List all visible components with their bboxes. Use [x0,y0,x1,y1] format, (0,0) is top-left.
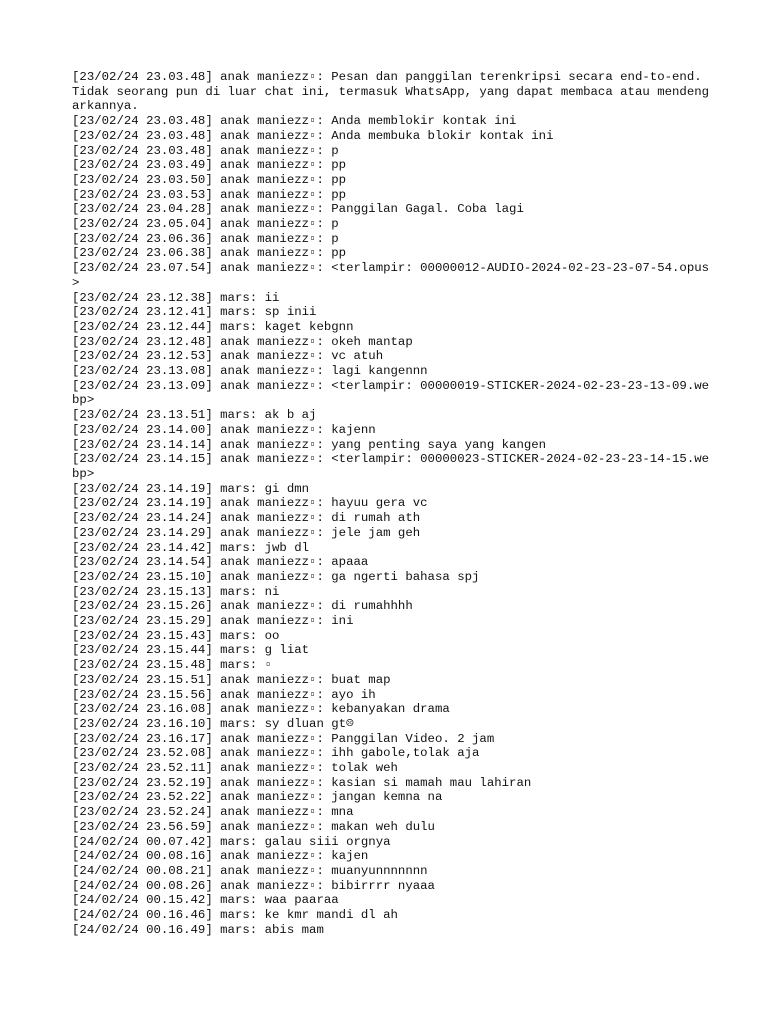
chat-line: [23/02/24 23.14.14] anak maniezz▫: yang penting saya yang kangen [72,437,547,452]
chat-line: [23/02/24 23.16.08] anak maniezz▫: kebanyakan drama [72,702,450,717]
chat-line: [23/02/24 23.15.29] anak maniezz▫: ini [72,614,354,629]
chat-line: [23/02/24 23.15.44] mars: g liat [72,643,310,658]
chat-line: [23/02/24 23.03.50] anak maniezz▫: pp [72,172,347,187]
chat-line: [23/02/24 23.14.29] anak maniezz▫: jele jam geh [72,525,421,540]
chat-line: [23/02/24 23.12.38] mars: ii [72,290,280,305]
chat-line: [23/02/24 23.03.48] anak maniezz▫: Anda memblokir kontak ini [72,114,517,129]
chat-line: [23/02/24 23.03.53] anak maniezz▫: pp [72,187,347,202]
chat-line: [24/02/24 00.07.42] mars: galau siii orgnya [72,834,391,849]
chat-line: [23/02/24 23.04.28] anak maniezz▫: Panggilan Gagal. Coba lagi [72,202,524,217]
chat-line: [23/02/24 23.16.10] mars: sy dluan gt☹ [72,716,354,731]
chat-line: [24/02/24 00.08.21] anak maniezz▫: muanyunnnnnnn [72,863,428,878]
chat-line: [23/02/24 23.13.51] mars: ak b aj [72,408,317,423]
chat-line: [23/02/24 23.03.48] anak maniezz▫: Anda membuka blokir kontak ini [72,128,554,143]
chat-export-text [72,70,712,937]
chat-line: [24/02/24 00.15.42] mars: waa paaraa [72,893,339,908]
chat-line: [23/02/24 23.13.08] anak maniezz▫: lagi kangennn [72,364,428,379]
chat-line: [23/02/24 23.15.10] anak maniezz▫: ga ngerti bahasa spj [72,569,480,584]
chat-line: [23/02/24 23.13.09] anak maniezz▫: <terlampir: 00000019-STICKER-2024-02-23-23-13-09.webp> [72,378,710,408]
chat-line: [23/02/24 23.06.38] anak maniezz▫: pp [72,246,347,261]
chat-line: [23/02/24 23.12.53] anak maniezz▫: vc atuh [72,349,384,364]
chat-line: [23/02/24 23.07.54] anak maniezz▫: <terlampir: 00000012-AUDIO-2024-02-23-23-07-54.opus> [72,261,710,290]
chat-line: [23/02/24 23.15.13] mars: ni [72,584,280,599]
chat-line: [23/02/24 23.15.51] anak maniezz▫: buat map [72,672,391,687]
chat-line: [23/02/24 23.14.19] anak maniezz▫: hayuu gera vc [72,496,428,511]
chat-line: [23/02/24 23.12.41] mars: sp inii [72,305,317,320]
chat-line: [23/02/24 23.56.59] anak maniezz▫: makan weh dulu [72,819,435,834]
chat-line: [23/02/24 23.15.48] mars: ▫ [72,658,273,673]
chat-line: [23/02/24 23.12.44] mars: kaget kebgnn [72,319,354,334]
chat-line: [24/02/24 00.08.16] anak maniezz▫: kajen [72,849,369,864]
chat-line: [23/02/24 23.15.26] anak maniezz▫: di rumahhhh [72,599,413,614]
chat-line: [23/02/24 23.14.42] mars: jwb dl [72,540,310,555]
chat-line: [23/02/24 23.52.08] anak maniezz▫: ihh gabole,tolak aja [72,746,480,761]
chat-line: [23/02/24 23.15.56] anak maniezz▫: ayo ih [72,687,376,702]
chat-line: [24/02/24 00.08.26] anak maniezz▫: bibirrrr nyaaa [72,878,435,893]
chat-line: [24/02/24 00.16.46] mars: ke kmr mandi dl ah [72,908,398,923]
chat-line: [23/02/24 23.03.49] anak maniezz▫: pp [72,158,347,173]
chat-line: [23/02/24 23.14.15] anak maniezz▫: <terlampir: 00000023-STICKER-2024-02-23-23-14-15.webp> [72,452,710,481]
chat-line: [23/02/24 23.52.11] anak maniezz▫: tolak weh [72,761,398,776]
chat-line: [23/02/24 23.06.36] anak maniezz▫: p [72,231,339,246]
chat-line: [23/02/24 23.12.48] anak maniezz▫: okeh mantap [72,334,413,349]
chat-line: [24/02/24 00.16.49] mars: abis mam [72,922,324,937]
chat-line: [23/02/24 23.14.54] anak maniezz▫: apaaa [72,555,369,570]
chat-line: [23/02/24 23.15.43] mars: oo [72,628,280,643]
chat-line: [23/02/24 23.14.00] anak maniezz▫: kajenn [72,422,376,437]
chat-line: [23/02/24 23.03.48] anak maniezz▫: Pesan dan panggilan terenkripsi secara end-to-end. Tidak seorang pun di luar chat ini, termasuk WhatsApp, yang dapat membaca atau mendengarkannya. [72,70,710,114]
chat-line: [23/02/24 23.05.04] anak maniezz▫: p [72,217,339,232]
chat-line: [23/02/24 23.52.22] anak maniezz▫: jangan kemna na [72,790,443,805]
chat-line: [23/02/24 23.52.24] anak maniezz▫: mna [72,805,354,820]
chat-line: [23/02/24 23.14.24] anak maniezz▫: di rumah ath [72,511,421,526]
chat-line: [23/02/24 23.03.48] anak maniezz▫: p [72,143,339,158]
chat-line: [23/02/24 23.14.19] mars: gi dmn [72,481,310,496]
chat-line: [23/02/24 23.16.17] anak maniezz▫: Panggilan Video. 2 jam [72,731,495,746]
chat-line: [23/02/24 23.52.19] anak maniezz▫: kasian si mamah mau lahiran [72,775,532,790]
